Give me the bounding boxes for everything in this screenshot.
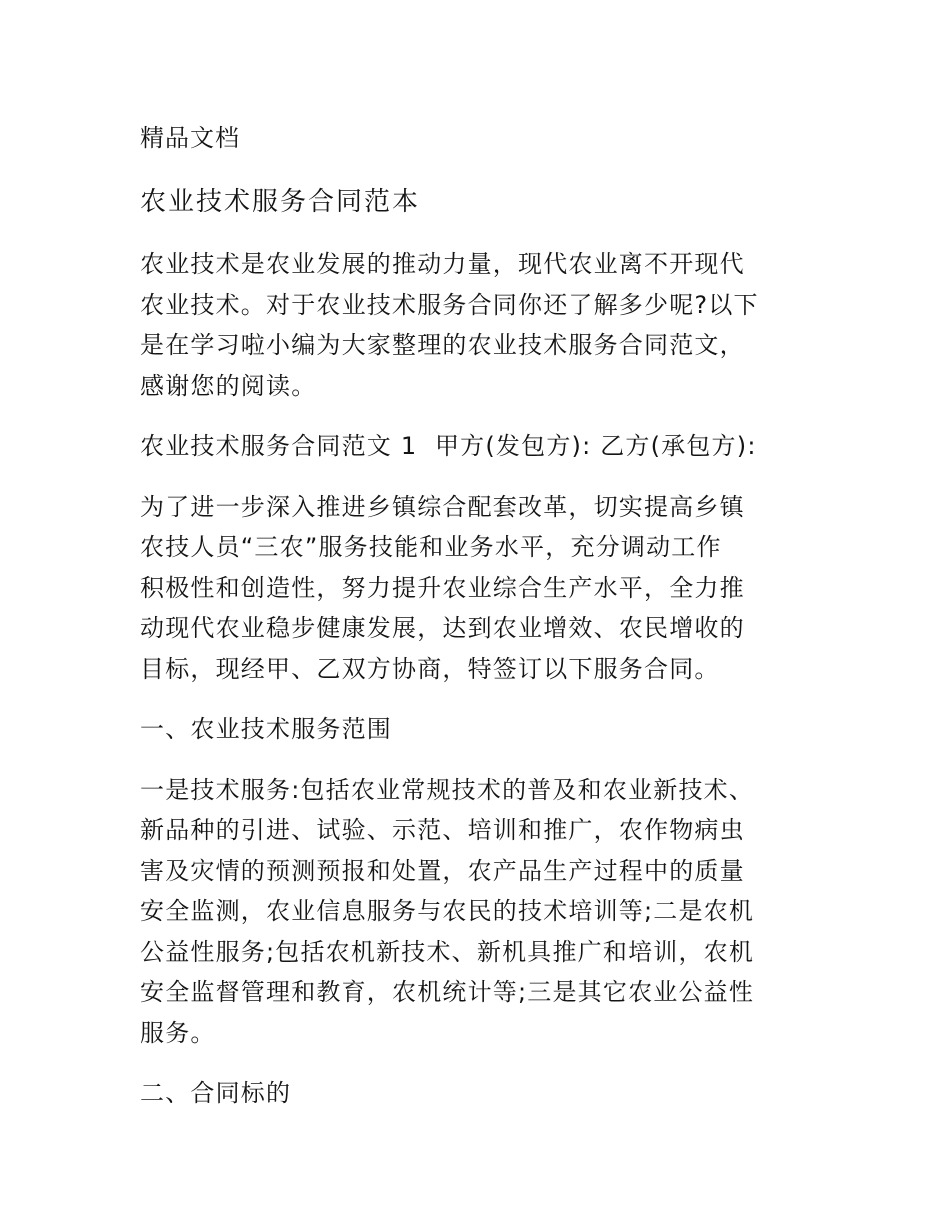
section-2-heading: 二、合同标的: [140, 1079, 292, 1107]
purpose-paragraph: 为了进一步深入推进乡镇综合配套改革，切实提高乡镇 农技人员“三农”服务技能和业务水平，充分调动工作 积极性和创造性，努力提升农业综合生产水平，全力推 动现代农业稳步健康发展，达到农业增效、农民增收的 目标，现经甲、乙双方协商，特签订以下服务合同。: [140, 492, 745, 683]
intro-paragraph: 农业技术是农业发展的推动力量，现代农业离不开现代 农业技术。对于农业技术服务合同你还了解多少呢?以下 是在学习啦小编为大家整理的农业技术服务合同范文， 感谢您的阅读。: [140, 250, 759, 400]
section-1-body: 一是技术服务:包括农业常规技术的普及和农业新技术、 新品种的引进、试验、示范、培训和推广，农作物病虫 害及灾情的预测预报和处置，农产品生产过程中的质量 安全监测，农业信息服务与农民的技术培训等;二是农机 公益性服务;包括农机新技术、新机具推广和培训，农机 安全监督管理和教育，农机统计等;三是其它农业公益性 服务。: [140, 775, 755, 1047]
section-1-heading: 一、农业技术服务范围: [140, 715, 392, 743]
header-label: 精品文档: [140, 124, 240, 152]
parties-line: 农业技术服务合同范文 1 甲方(发包方): 乙方(承包方):: [140, 432, 757, 460]
document-content: [140, 118, 812, 1134]
document-title: 农业技术服务合同范本: [140, 187, 421, 217]
